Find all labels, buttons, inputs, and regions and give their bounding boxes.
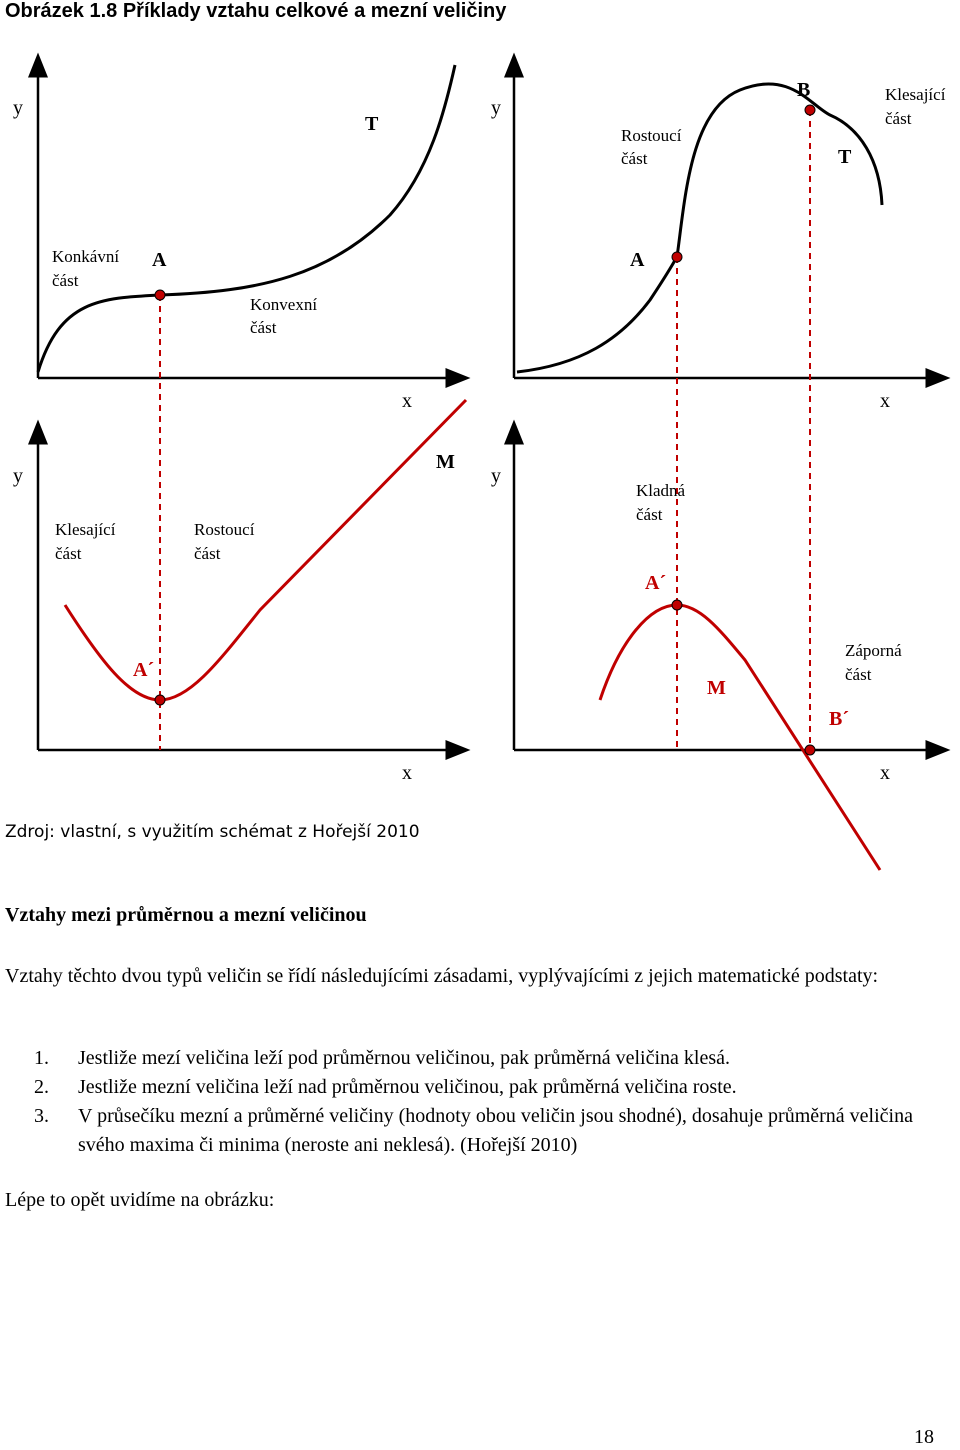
bottom-left-axes bbox=[38, 432, 458, 750]
concave-label-line1: Konkávní bbox=[52, 247, 120, 266]
convex-label-line1: Konvexní bbox=[250, 295, 318, 314]
y-label-top-right: y bbox=[491, 97, 501, 119]
point-b-top-right bbox=[805, 105, 815, 115]
point-label-a-prime-bottom-left: A´ bbox=[133, 659, 155, 681]
x-label-top-right: x bbox=[880, 390, 890, 412]
list-item bbox=[5, 1102, 935, 1160]
concave-label-line2: část bbox=[52, 271, 79, 290]
curve-label-m-bottom-right: M bbox=[707, 677, 726, 699]
list-item bbox=[5, 1073, 935, 1102]
convex-label-line2: část bbox=[250, 318, 277, 337]
falling-label-line1-bottom-left: Klesající bbox=[55, 520, 116, 539]
point-a-top-right bbox=[672, 252, 682, 262]
top-left-axes bbox=[38, 65, 458, 378]
figure-caption: Obrázek 1.8 Příklady vztahu celkové a mezní veličiny bbox=[5, 0, 507, 22]
point-a-prime-bottom-right bbox=[672, 600, 682, 610]
negative-label-line2: část bbox=[845, 665, 872, 684]
x-label-bottom-left: x bbox=[402, 762, 412, 784]
x-label-top-left: x bbox=[402, 390, 412, 412]
total-curve-top-right bbox=[517, 84, 882, 372]
y-label-bottom-right: y bbox=[491, 465, 501, 487]
point-label-b-prime-bottom-right: B´ bbox=[829, 708, 849, 730]
negative-label-line1: Záporná bbox=[845, 641, 902, 660]
rising-label-line1-bottom-left: Rostoucí bbox=[194, 520, 255, 539]
point-label-a-top-left: A bbox=[152, 249, 167, 271]
top-right-axes bbox=[514, 65, 938, 378]
list-item-number: 1. bbox=[34, 1047, 49, 1069]
closing-paragraph: Lépe to opět uvidíme na obrázku: bbox=[5, 1189, 275, 1211]
y-label-bottom-left: y bbox=[13, 465, 23, 487]
point-b-prime-bottom-right bbox=[805, 745, 815, 755]
rising-label-line2-bottom-left: část bbox=[194, 544, 221, 563]
intro-paragraph: Vztahy těchto dvou typů veličin se řídí následujícími zásadami, vyplývajícími z jejich matematické podstaty: bbox=[5, 965, 879, 987]
list-item-text: Jestliže mezní veličina leží nad průměrnou veličinou, pak průměrná veličina roste. bbox=[78, 1076, 737, 1098]
list-item-text: Jestliže mezí veličina leží pod průměrnou veličinou, pak průměrná veličina klesá. bbox=[78, 1047, 730, 1069]
list-item-number: 2. bbox=[34, 1076, 49, 1098]
page-number: 18 bbox=[914, 1426, 934, 1448]
section-heading: Vztahy mezi průměrnou a mezní veličinou bbox=[5, 904, 367, 926]
point-label-b-top-right: B bbox=[797, 79, 811, 101]
y-label-top-left: y bbox=[13, 97, 23, 119]
curve-label-m-bottom-left: M bbox=[436, 451, 455, 473]
x-label-bottom-right: x bbox=[880, 762, 890, 784]
list-item bbox=[5, 1044, 935, 1073]
falling-label-line2-top-right: část bbox=[885, 109, 912, 128]
positive-label-line1: Kladná bbox=[636, 481, 686, 500]
point-a-prime-bottom-left bbox=[155, 695, 165, 705]
list-item-text: V průsečíku mezní a průměrné veličiny (hodnoty obou veličin jsou shodné), dosahuje průměrná veličina svého maxima či minima (neroste ani neklesá). (Hořejší 2010) bbox=[78, 1105, 913, 1156]
bottom-right-axes bbox=[514, 432, 938, 750]
total-curve-top-left bbox=[38, 65, 455, 372]
marginal-curve-bottom-left bbox=[65, 400, 466, 700]
list-item-number: 3. bbox=[34, 1105, 49, 1127]
positive-label-line2: část bbox=[636, 505, 663, 524]
curve-label-t-top-right: T bbox=[838, 146, 852, 168]
point-label-a-top-right: A bbox=[630, 249, 645, 271]
rising-label-line1-top-right: Rostoucí bbox=[621, 126, 682, 145]
point-a-top-left bbox=[155, 290, 165, 300]
point-label-a-prime-bottom-right: A´ bbox=[645, 572, 667, 594]
rising-label-line2-top-right: část bbox=[621, 149, 648, 168]
curve-label-t-top-left: T bbox=[365, 113, 379, 135]
rules-list bbox=[5, 1044, 935, 1160]
falling-label-line2-bottom-left: část bbox=[55, 544, 82, 563]
marginal-curve-bottom-right bbox=[600, 605, 880, 870]
falling-label-line1-top-right: Klesající bbox=[885, 85, 946, 104]
figure-source: Zdroj: vlastní, s využitím schémat z Hořejší 2010 bbox=[5, 822, 420, 842]
